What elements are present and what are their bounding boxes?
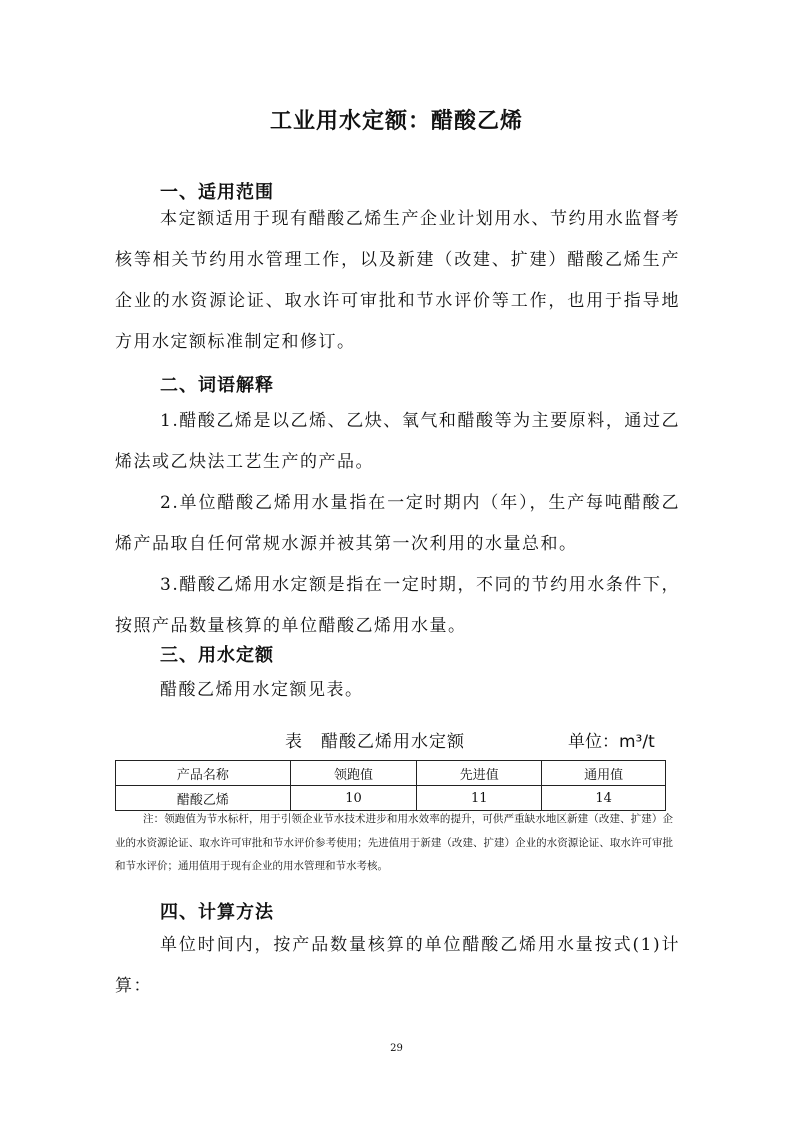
table-cell: 11	[417, 786, 542, 811]
quota-table	[115, 760, 666, 811]
section-heading-method: 四、计算方法	[160, 902, 274, 923]
table-header-cell: 先进值	[417, 761, 542, 786]
page-title: 工业用水定额：醋酸乙烯	[269, 109, 523, 134]
section-heading-scope: 一、适用范围	[160, 182, 274, 203]
paragraph-method: 单位时间内，按产品数量核算的单位醋酸乙烯用水量按式(1)计算：	[115, 935, 680, 996]
table-header-cell: 产品名称	[116, 761, 291, 786]
table-header-cell: 通用值	[542, 761, 666, 786]
section-heading-terms: 二、词语解释	[160, 375, 274, 396]
table-header-row	[116, 761, 666, 786]
table-cell: 14	[542, 786, 666, 811]
table-unit: 单位：m³/t	[568, 732, 655, 752]
paragraph-quota: 醋酸乙烯用水定额见表。	[160, 680, 364, 700]
table-row	[116, 786, 666, 811]
page-number: 29	[390, 1043, 403, 1054]
table-cell: 醋酸乙烯	[116, 786, 291, 811]
paragraph-term-2: 2.单位醋酸乙烯用水量指在一定时期内（年），生产每吨醋酸乙烯产品取自任何常规水源并被其第一次利用的水量总和。	[115, 493, 680, 554]
table-header-cell: 领跑值	[290, 761, 417, 786]
table-note: 注：领跑值为节水标杆，用于引领企业节水技术进步和用水效率的提升，可供严重缺水地区新建（改建、扩建）企业的水资源论证、取水许可审批和节水评价参考使用；先进值用于新建（改建、扩建）企业的水资源论证、取水许可审批和节水评价；通用值用于现有企业的用水管理和节水考核。	[115, 813, 673, 872]
paragraph-scope: 本定额适用于现有醋酸乙烯生产企业计划用水、节约用水监督考核等相关节约用水管理工作，以及新建（改建、扩建）醋酸乙烯生产企业的水资源论证、取水许可审批和节水评价等工作，也用于指导地方用水定额标准制定和修订。	[115, 209, 680, 352]
table-caption: 表 醋酸乙烯用水定额	[285, 732, 465, 752]
paragraph-term-3: 3.醋酸乙烯用水定额是指在一定时期，不同的节约用水条件下，按照产品数量核算的单位醋酸乙烯用水量。	[115, 575, 680, 636]
table-cell: 10	[290, 786, 417, 811]
section-heading-quota: 三、用水定额	[160, 645, 274, 666]
paragraph-term-1: 1.醋酸乙烯是以乙烯、乙炔、氧气和醋酸等为主要原料，通过乙烯法或乙炔法工艺生产的产品。	[115, 411, 680, 472]
